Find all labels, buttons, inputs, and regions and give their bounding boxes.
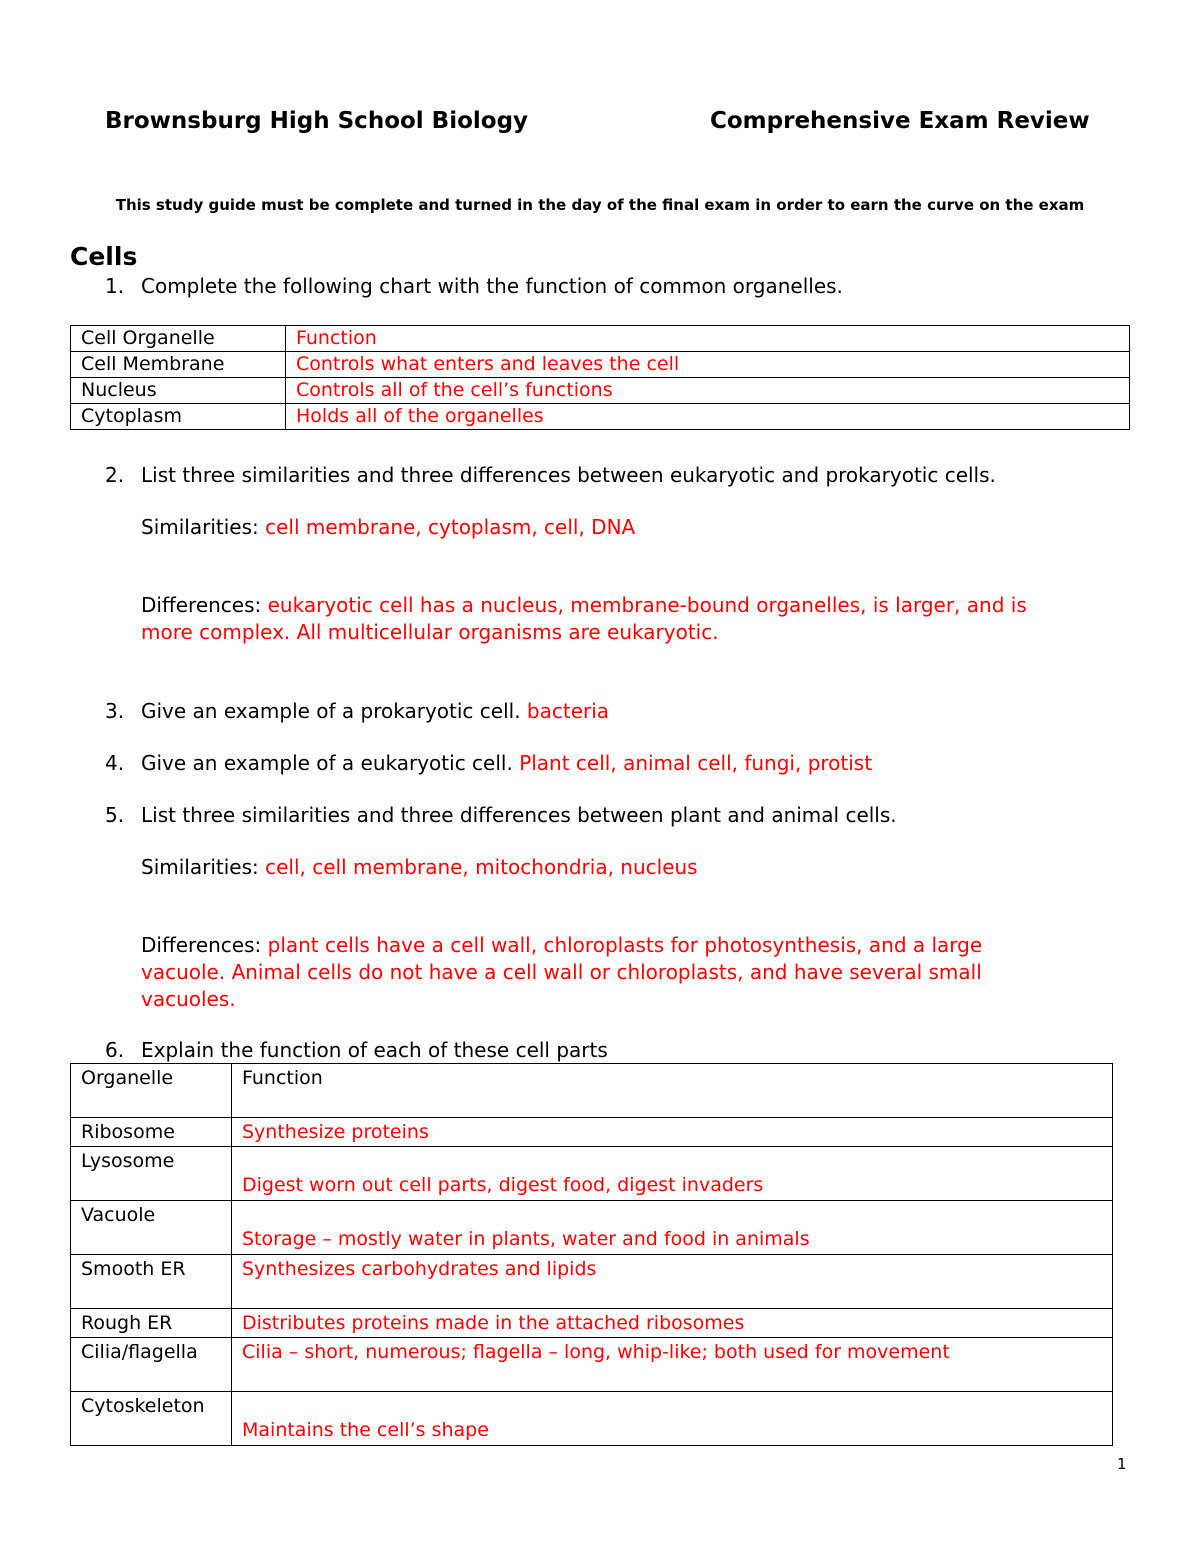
answer-text: bacteria bbox=[526, 699, 610, 723]
header-school: Brownsburg High School Biology bbox=[105, 108, 529, 134]
table-header-cell: Cell Organelle bbox=[71, 326, 286, 352]
answer-text: eukaryotic cell has a nucleus, membrane-bound organelles, is larger, and is bbox=[267, 593, 1027, 617]
answer-text: Maintains the cell’s shape bbox=[242, 1419, 489, 1441]
table-cell: Rough ER bbox=[71, 1309, 232, 1338]
table-cell: Cell Membrane bbox=[71, 352, 286, 378]
differences-answer bbox=[141, 592, 1121, 646]
answer-text: cell, cell membrane, mitochondria, nucleus bbox=[265, 855, 698, 879]
table-row bbox=[71, 1309, 1113, 1338]
table-row bbox=[71, 1118, 1113, 1147]
table-cell: Cilia/flagella bbox=[71, 1338, 232, 1392]
question-line bbox=[141, 699, 609, 723]
answer-label: Similarities: bbox=[141, 855, 259, 879]
table-cell: Nucleus bbox=[71, 378, 286, 404]
similarities-answer bbox=[141, 854, 1121, 881]
answer-text: vacuoles. bbox=[141, 987, 236, 1011]
table-cell-answer bbox=[232, 1147, 1113, 1201]
answer-text: more complex. All multicellular organisms are eukaryotic. bbox=[141, 620, 719, 644]
table-cell: Smooth ER bbox=[71, 1255, 232, 1309]
question-number: 4. bbox=[105, 751, 125, 775]
question-number: 1. bbox=[105, 274, 125, 298]
page-number: 1 bbox=[1117, 1455, 1127, 1473]
answer-text: Digest worn out cell parts, digest food, digest invaders bbox=[242, 1174, 764, 1196]
answer-text: cell membrane, cytoplasm, cell, DNA bbox=[265, 515, 636, 539]
question-number: 3. bbox=[105, 699, 125, 723]
question-number: 6. bbox=[105, 1038, 125, 1062]
organelle-table bbox=[70, 325, 1130, 430]
table-cell-answer: Holds all of the organelles bbox=[286, 404, 1130, 430]
question-text: List three similarities and three differences between plant and animal cells. bbox=[141, 803, 897, 827]
section-title: Cells bbox=[70, 242, 138, 271]
table-row bbox=[71, 378, 1130, 404]
table-header-cell: Function bbox=[232, 1064, 1113, 1118]
table-row bbox=[71, 404, 1130, 430]
similarities-answer bbox=[141, 514, 1121, 541]
table-cell-answer bbox=[232, 1392, 1113, 1446]
table-header-cell: Function bbox=[286, 326, 1130, 352]
table-row bbox=[71, 1201, 1113, 1255]
header-title: Comprehensive Exam Review bbox=[710, 108, 1090, 134]
table-cell-answer: Controls all of the cell’s functions bbox=[286, 378, 1130, 404]
table-cell-answer: Synthesize proteins bbox=[232, 1118, 1113, 1147]
table-row bbox=[71, 352, 1130, 378]
differences-answer bbox=[141, 932, 1121, 1013]
table-cell-answer bbox=[232, 1201, 1113, 1255]
answer-label: Differences: bbox=[141, 933, 262, 957]
table-cell: Ribosome bbox=[71, 1118, 232, 1147]
table-cell: Lysosome bbox=[71, 1147, 232, 1201]
notice-text: This study guide must be complete and turned in the day of the final exam in order to earn the curve on the exam bbox=[115, 196, 1085, 214]
table-cell-answer: Distributes proteins made in the attached ribosomes bbox=[232, 1309, 1113, 1338]
table-row bbox=[71, 1338, 1113, 1392]
question-number: 5. bbox=[105, 803, 125, 827]
question-text: Complete the following chart with the function of common organelles. bbox=[141, 274, 843, 298]
table-cell: Vacuole bbox=[71, 1201, 232, 1255]
question-text: Give an example of a prokaryotic cell. bbox=[141, 699, 521, 723]
answer-text: Storage – mostly water in plants, water and food in animals bbox=[242, 1228, 810, 1250]
table-row bbox=[71, 1255, 1113, 1309]
question-text: Give an example of a eukaryotic cell. bbox=[141, 751, 513, 775]
table-header-cell: Organelle bbox=[71, 1064, 232, 1118]
table-row bbox=[71, 1147, 1113, 1201]
answer-label: Similarities: bbox=[141, 515, 259, 539]
answer-label: Differences: bbox=[141, 593, 262, 617]
answer-text: Plant cell, animal cell, fungi, protist bbox=[519, 751, 873, 775]
table-cell-answer: Synthesizes carbohydrates and lipids bbox=[232, 1255, 1113, 1309]
question-number: 2. bbox=[105, 463, 125, 487]
table-cell: Cytoplasm bbox=[71, 404, 286, 430]
cell-parts-table bbox=[70, 1063, 1113, 1446]
question-text: Explain the function of each of these cell parts bbox=[141, 1038, 608, 1062]
table-cell: Cytoskeleton bbox=[71, 1392, 232, 1446]
table-header-row bbox=[71, 1064, 1113, 1118]
table-header-row bbox=[71, 326, 1130, 352]
answer-text: plant cells have a cell wall, chloroplasts for photosynthesis, and a large bbox=[267, 933, 983, 957]
question-text: List three similarities and three differences between eukaryotic and prokaryotic cells. bbox=[141, 463, 996, 487]
question-line bbox=[141, 751, 872, 775]
table-cell-answer: Controls what enters and leaves the cell bbox=[286, 352, 1130, 378]
answer-text: vacuole. Animal cells do not have a cell wall or chloroplasts, and have several small bbox=[141, 960, 982, 984]
table-row bbox=[71, 1392, 1113, 1446]
table-cell-answer: Cilia – short, numerous; flagella – long, whip-like; both used for movement bbox=[232, 1338, 1113, 1392]
